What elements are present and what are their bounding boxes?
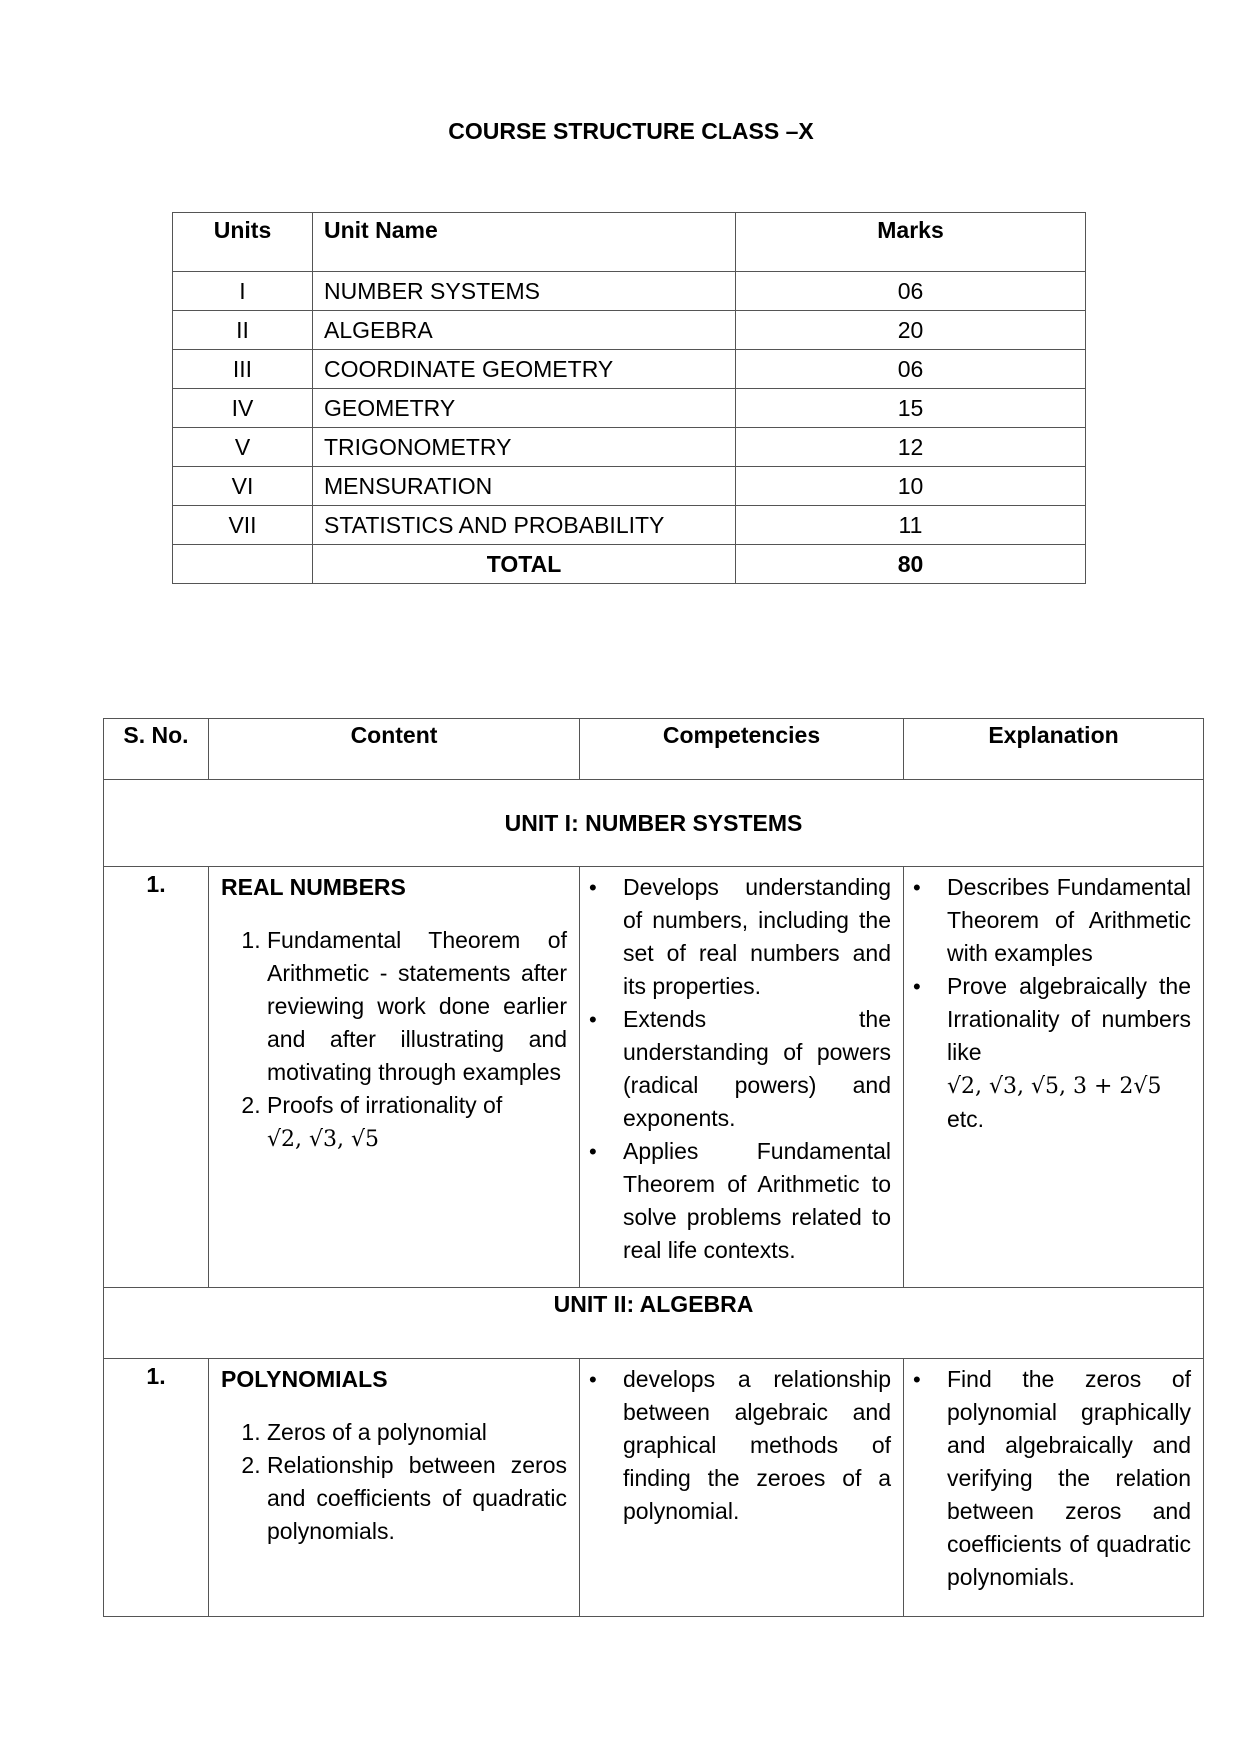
unit-marks: 11 xyxy=(736,506,1086,545)
list-item-tail: etc. xyxy=(947,1106,985,1132)
total-label: TOTAL xyxy=(313,545,736,584)
unit-marks: 06 xyxy=(736,350,1086,389)
unit-name: STATISTICS AND PROBABILITY xyxy=(313,506,736,545)
total-marks: 80 xyxy=(736,545,1086,584)
sno-header: S. No. xyxy=(104,719,209,780)
unit-number: V xyxy=(173,428,313,467)
list-item: 1. Fundamental Theorem of Arithmetic - statements after reviewing work done earlier and after illustrating and motivating through examples xyxy=(267,924,567,1089)
marks-table xyxy=(172,212,1086,584)
explanation-cell xyxy=(904,867,1204,1288)
table-row xyxy=(173,311,1086,350)
unit-name: MENSURATION xyxy=(313,467,736,506)
competencies-list xyxy=(587,871,891,1267)
empty-cell xyxy=(173,545,313,584)
unit-number: VII xyxy=(173,506,313,545)
unit-number: IV xyxy=(173,389,313,428)
marks-table-header xyxy=(173,213,1086,272)
unit-number: I xyxy=(173,272,313,311)
page-title: COURSE STRUCTURE CLASS –X xyxy=(448,118,814,144)
list-item-text: Prove algebraically the Irrationality of numbers like xyxy=(947,973,1191,1065)
unit-name-header: Unit Name xyxy=(313,213,736,272)
list-item: • Develops understanding of numbers, including the set of real numbers and its properties. xyxy=(587,871,891,1003)
unit-name: GEOMETRY xyxy=(313,389,736,428)
table-row xyxy=(173,389,1086,428)
list-item: • develops a relationship between algebraic and graphical methods of finding the zeroes of a polynomial. xyxy=(587,1363,891,1528)
list-item: 1. Zeros of a polynomial xyxy=(267,1416,567,1449)
content-header: Content xyxy=(209,719,580,780)
unit-name: TRIGONOMETRY xyxy=(313,428,736,467)
content-cell xyxy=(209,1359,580,1617)
content-list xyxy=(221,924,567,1156)
table-row xyxy=(173,350,1086,389)
math-expression: √2, √3, √5, 3 + 2√5 xyxy=(947,1074,1162,1099)
table-row xyxy=(104,1359,1204,1617)
list-item xyxy=(267,1089,567,1156)
syllabus-table xyxy=(103,718,1204,1617)
unit-heading-row xyxy=(104,1288,1204,1359)
unit-name: NUMBER SYSTEMS xyxy=(313,272,736,311)
math-expression: √2, √3, √5 xyxy=(267,1127,380,1152)
unit-name: COORDINATE GEOMETRY xyxy=(313,350,736,389)
marks-header: Marks xyxy=(736,213,1086,272)
list-item: 2. Relationship between zeros and coefficients of quadratic polynomials. xyxy=(267,1449,567,1548)
table-row xyxy=(173,506,1086,545)
table-row xyxy=(173,467,1086,506)
competencies-cell xyxy=(580,867,904,1288)
explanation-list xyxy=(911,871,1191,1136)
list-item: • Extends the understanding of powers (radical powers) and exponents. xyxy=(587,1003,891,1135)
syllabus-header xyxy=(104,719,1204,780)
table-row xyxy=(104,867,1204,1288)
unit-marks: 12 xyxy=(736,428,1086,467)
unit-marks: 15 xyxy=(736,389,1086,428)
explanation-header: Explanation xyxy=(904,719,1204,780)
list-item-text: Proofs of irrationality of xyxy=(267,1092,503,1118)
unit-marks: 06 xyxy=(736,272,1086,311)
unit-marks: 10 xyxy=(736,467,1086,506)
unit-number: II xyxy=(173,311,313,350)
unit-number: VI xyxy=(173,467,313,506)
table-row xyxy=(173,428,1086,467)
unit-heading: UNIT II: ALGEBRA xyxy=(104,1288,1204,1359)
serial-number: 1. xyxy=(104,867,209,1288)
table-row xyxy=(173,272,1086,311)
topic-title: REAL NUMBERS xyxy=(221,874,406,900)
unit-heading-row xyxy=(104,780,1204,867)
list-item: • Find the zeros of polynomial graphically and algebraically and verifying the relation between zeros and coefficients of quadratic polynomials. xyxy=(911,1363,1191,1594)
content-list xyxy=(221,1416,567,1548)
content-cell xyxy=(209,867,580,1288)
explanation-list xyxy=(911,1363,1191,1594)
list-item xyxy=(911,970,1191,1136)
total-row xyxy=(173,545,1086,584)
unit-marks: 20 xyxy=(736,311,1086,350)
serial-number: 1. xyxy=(104,1359,209,1617)
list-item: • Describes Fundamental Theorem of Arithmetic with examples xyxy=(911,871,1191,970)
units-header: Units xyxy=(173,213,313,272)
competencies-cell xyxy=(580,1359,904,1617)
unit-number: III xyxy=(173,350,313,389)
list-item: • Applies Fundamental Theorem of Arithmetic to solve problems related to real life contexts. xyxy=(587,1135,891,1267)
competencies-list xyxy=(587,1363,891,1528)
unit-name: ALGEBRA xyxy=(313,311,736,350)
unit-heading: UNIT I: NUMBER SYSTEMS xyxy=(104,780,1204,867)
topic-title: POLYNOMIALS xyxy=(221,1366,388,1392)
explanation-cell xyxy=(904,1359,1204,1617)
competencies-header: Competencies xyxy=(580,719,904,780)
